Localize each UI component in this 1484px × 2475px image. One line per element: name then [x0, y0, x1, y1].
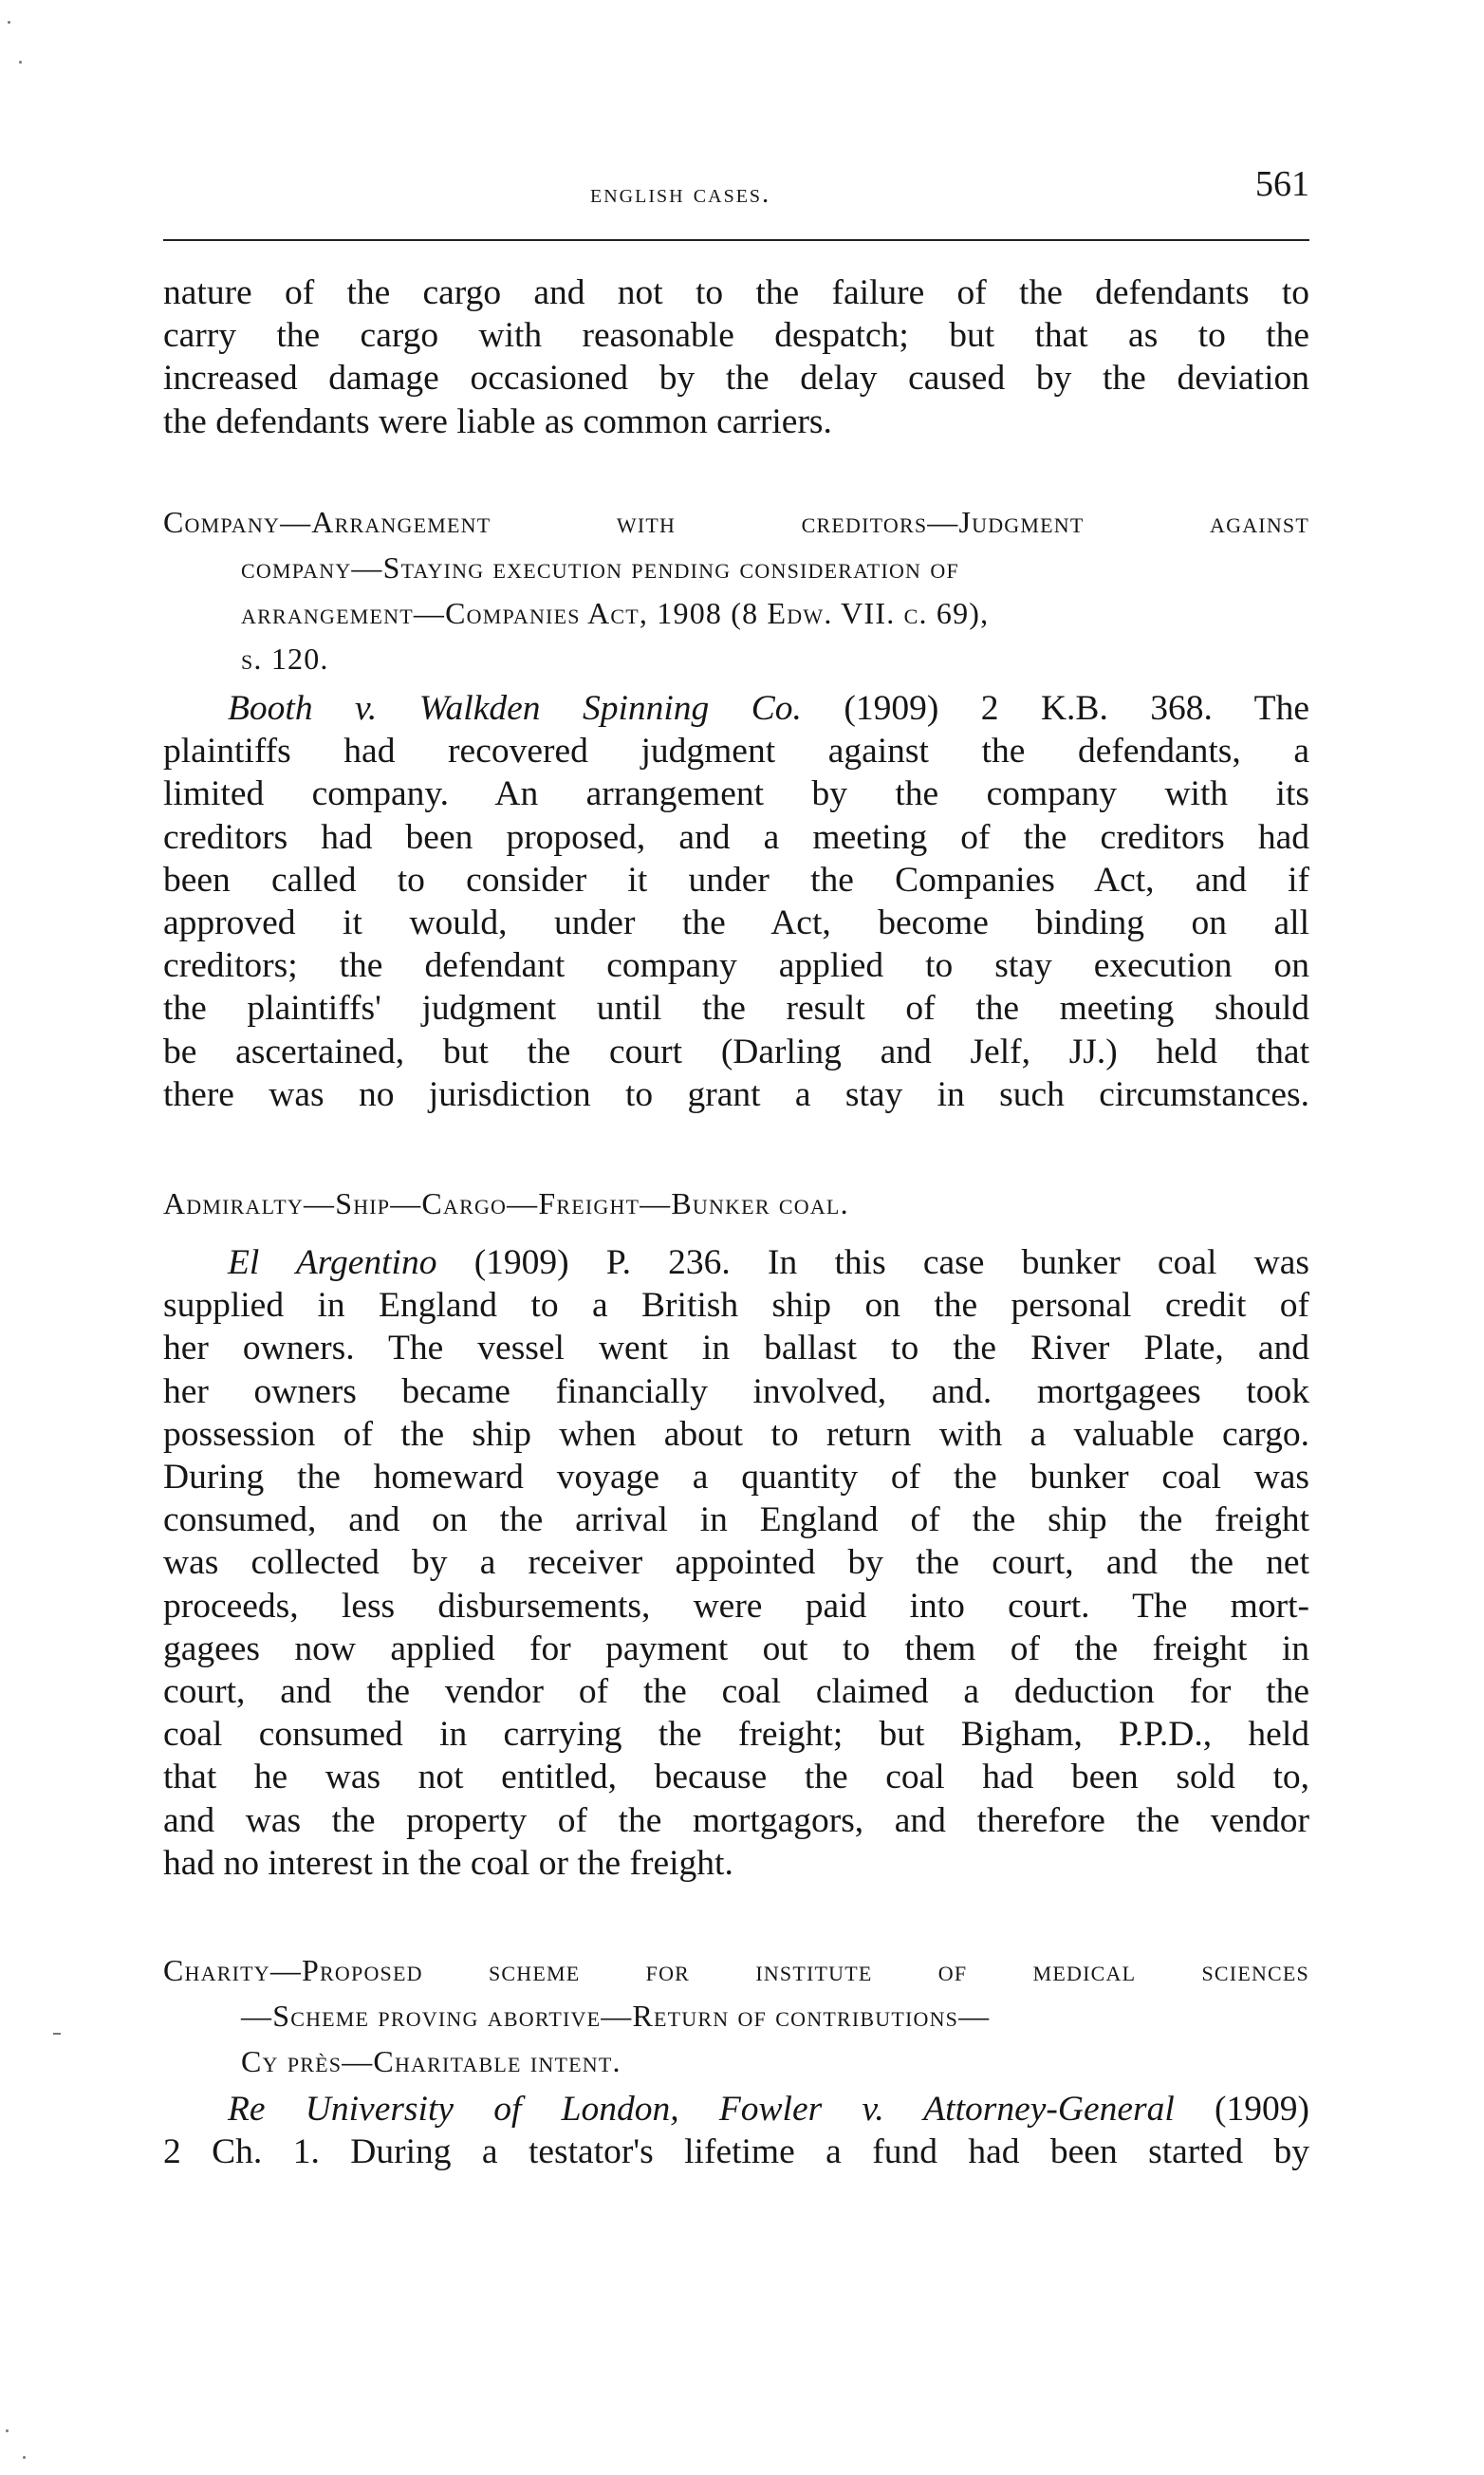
case-name: El Argentino	[228, 1243, 437, 1282]
text-line: and was the property of the mortgagors, and therefore the vendor	[163, 1800, 1309, 1840]
header-rule	[163, 239, 1309, 241]
text-line: court, and the vendor of the coal claimed a deduction for the	[163, 1672, 1309, 1712]
section-heading-admiralty	[163, 1181, 1309, 1226]
heading-line: —Scheme proving abortive—Return of contributions—	[241, 1999, 991, 2033]
case-el-argentino	[163, 1241, 1309, 1885]
text-line: limited company. An arrangement by the company with its	[163, 774, 1309, 814]
case-citation-line	[163, 2088, 1309, 2131]
scan-speck	[19, 61, 22, 64]
section-heading-charity	[163, 1947, 1309, 2084]
text-line: 2 Ch. 1. During a testator's lifetime a fund had been started by	[163, 2132, 1309, 2172]
text-line: her owners. The vessel went in ballast to the River Plate, and	[163, 1329, 1309, 1368]
heading-line: Company—Arrangement with creditors—Judgment against	[163, 505, 1309, 539]
text-line: had no interest in the coal or the freight.	[163, 1843, 733, 1883]
heading-line: s. 120.	[241, 642, 329, 676]
text-line: there was no jurisdiction to grant a stay in such circumstances.	[163, 1074, 1309, 1114]
citation: (1909)	[1174, 2090, 1309, 2129]
text-line: increased damage occasioned by the delay caused by the deviation	[163, 359, 1309, 399]
text-line: creditors; the defendant company applied to stay execution on	[163, 946, 1309, 986]
continuation-paragraph	[163, 271, 1309, 443]
heading-line: company—Staying execution pending consideration of	[241, 550, 959, 585]
scan-speck	[6, 2429, 9, 2432]
heading-line: Cy près—Charitable intent.	[241, 2044, 621, 2078]
case-citation-line	[163, 687, 1309, 730]
scan-speck	[23, 2456, 26, 2459]
citation: (1909) 2 K.B. 368. The	[801, 689, 1309, 728]
text-line: coal consumed in carrying the freight; but Bigham, P.P.D., held	[163, 1715, 1309, 1755]
scan-speck	[8, 21, 10, 24]
text-line: was collected by a receiver appointed by the court, and the net	[163, 1543, 1309, 1583]
text-line: supplied in England to a British ship on the personal credit of	[163, 1286, 1309, 1326]
text-line: consumed, and on the arrival in England of the ship the freight	[163, 1500, 1309, 1540]
heading-line: arrangement—Companies Act, 1908 (8 Edw. VII. c. 69),	[241, 596, 990, 630]
case-university-of-london	[163, 2088, 1309, 2173]
citation: (1909) P. 236. In this case bunker coal was	[436, 1243, 1309, 1282]
case-name: Booth v. Walkden Spinning Co.	[228, 689, 802, 728]
scan-speck	[53, 2033, 61, 2035]
text-line: the defendants were liable as common carriers.	[163, 401, 832, 441]
text-line: been called to consider it under the Companies Act, and if	[163, 860, 1309, 900]
text-line: nature of the cargo and not to the failure of the defendants to	[163, 273, 1309, 312]
section-heading-company	[163, 499, 1309, 681]
text-line: plaintiffs had recovered judgment against the defendants, a	[163, 732, 1309, 772]
text-line: her owners became financially involved, and. mortgagees took	[163, 1371, 1309, 1411]
running-head: english cases.	[590, 178, 771, 209]
text-line: the plaintiffs' judgment until the result of the meeting should	[163, 989, 1309, 1029]
text-line: be ascertained, but the court (Darling and Jelf, JJ.) held that	[163, 1032, 1309, 1071]
text-line: gagees now applied for payment out to them of the freight in	[163, 1628, 1309, 1668]
text-line: possession of the ship when about to return with a valuable cargo.	[163, 1414, 1309, 1454]
text-line: proceeds, less disbursements, were paid into court. The mort-	[163, 1586, 1309, 1626]
case-name: Re University of London, Fowler v. Attorney-General	[228, 2090, 1175, 2129]
page-header	[163, 158, 1309, 214]
case-citation-line	[163, 1241, 1309, 1284]
text-line: creditors had been proposed, and a meeting of the creditors had	[163, 817, 1309, 857]
text-line: carry the cargo with reasonable despatch; but that as to the	[163, 316, 1309, 356]
heading-line: Admiralty—Ship—Cargo—Freight—Bunker coal.	[163, 1186, 849, 1220]
text-line: that he was not entitled, because the coal had been sold to,	[163, 1758, 1309, 1797]
text-line: During the homeward voyage a quantity of the bunker coal was	[163, 1458, 1309, 1498]
case-booth	[163, 687, 1309, 1116]
page	[163, 0, 1309, 2475]
page-number: 561	[1255, 164, 1309, 204]
heading-line: Charity—Proposed scheme for institute of medical sciences	[163, 1953, 1309, 1987]
text-line: approved it would, under the Act, become binding on all	[163, 903, 1309, 943]
